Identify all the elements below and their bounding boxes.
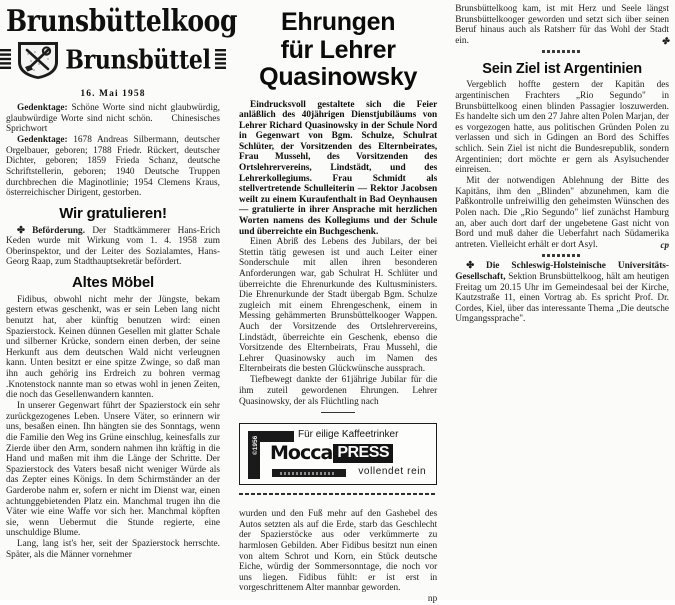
ad-copyright-vertical: ©1956 xyxy=(252,435,259,456)
ad-brand-mocca: Mocca xyxy=(270,442,333,465)
dotted-divider-2 xyxy=(542,254,582,257)
section-divider xyxy=(321,412,355,413)
memorial-days-paragraph xyxy=(6,135,220,199)
masthead-title-line2: Brunsbüttel xyxy=(65,44,211,76)
feature-signature: np xyxy=(427,594,438,605)
argentina-paragraph-2 xyxy=(455,176,669,250)
feature-paragraph-3: Lang, lang ist's her, seit der Spazierstock herrschte. Später, als die Männer vornehmer xyxy=(6,539,220,561)
argentina-headline: Sein Ziel ist Argentinien xyxy=(482,61,642,78)
ad-tagline: Für eilige Kaffeetrinker xyxy=(298,429,399,441)
main-article-paragraph-1: Einen Abriß des Lebens des Jubilars, der bei Stettin tätig gewesen ist und auch Leiter einer Sonderschule mit allen ihren besonderen Anforderungen war, gab Schulrat H. Schlüter und überreichte die Ehrenurkunde des Kultusministers. Die Ehrenurkunde der Stadt übergab Bgm. Schulze zugleich mit einem Ehrengeschenk, einem in Messing gehämmerten Brunsbüttelkooger Wappen. Auch der Vorsitzende des Ortslehrervereins, Lindstädt, überreichte ein Geschenk, ebenso die Vorsitzende des Elternbeirats, Frau Mussehl, die Lehrer Quasinowsky auch im Namen des Elternbeirats die besten Glückwünsche aussprach. xyxy=(239,237,438,375)
article-end-mark-icon: ✤ xyxy=(661,35,669,46)
main-headline-line1: Ehrungen xyxy=(280,8,396,36)
argentina-paragraph-1: Vergeblich hoffte gestern der Kapitän des argentinischen Frachters „Rio Segundo" in Brunsbüttelkoog einen blinden Passagier loszuwerden. Es handelte sich um den 27 Jahre alten Polen Marjan, der es vorgezogen hatte, aus politischen Gründen Polen zu verlassen und sich in Gdingen an Bord des Schiffes schlich. Sein Ziel ist nicht die Bundesrepublik, sondern Argentinien; dort möchte er gern als Asylsuchender einreisen. xyxy=(455,80,669,176)
congratulations-paragraph xyxy=(6,226,220,268)
notice-lead: Die Schleswig-Holsteinische Universitäts-Gesellschaft, xyxy=(455,261,670,282)
feature-paragraph-1: Fidibus, obwohl nicht mehr der Jüngste, bekam gestern etwas geschenkt, was er sein Leben lang nicht benutzt hat, aber künftig benutzen wird: einen Spazierstock. Keinen dünnen Gesellen mit glatter Schale und silberner Krücke, sondern einen derben, der seine Herkunft aus dem deutschen Wald nicht verleugnen kann. Unten besitzt er eine spitze Zwinge, so daß man ihn auch gehörig ins Erdreich zu bohren vermag .Knotenstock nannte man so etwas wohl in jenen Zeiten, die noch das Gesellenwandern kannten. xyxy=(6,294,220,401)
feature-paragraph-2: In unserer Gegenwart führt der Spazierstock ein sehr zurückgezogenes Leben. Unsere Väter, so erinnern wir uns, besaßen einen. Ihn hängten sie des Sonntags, wenn die Familie den Weg ins Grüne einschlug, keinesfalls zur Zierde über den Arm, sondern nahmen ihn kräftig in die Hand und maßen mit ihm die Länge der Schritte. Der Spazierstock des Vaters besaß nicht weniger Würde als das Zepter eines Königs. In dem Schirmständer an der Garderobe nahm er, sofern er nicht im Dienst war, einen achtunggebietenden Platz ein. Manchmal trugen ihn die Väter wie eine Waffe vor sich her. Manchmal köpften sie, wenn Uebermut die Stunde regierte, eine unschuldige Blume. xyxy=(6,401,220,539)
main-article-continued xyxy=(455,4,669,46)
main-article-lead-block xyxy=(239,100,437,238)
left-column xyxy=(6,3,238,600)
hatch-ornament-right-icon xyxy=(215,49,226,71)
feature-continued-text: wurden und den Fuß mehr auf den Gashebel des Autos setzten als auf die Erde, starb das Geschlecht der Spazierstöcke aus oder verkümmerte zu harmlosen Gebilden. Aber Fidibus besitzt nun einen von altem Schrot und Korn, ein Stück deutsche Eiche, würdig der Sommersonntage, die noch vor uns liegen. Fidibus fühlt: er ist erst in vorgeschrittenem Alter mannbar geworden. xyxy=(239,509,438,594)
notice-text: Sektion Brunsbüttelkoog, hält am heutigen Freitag um 20.15 Uhr im Gemeindesaal bei der Kirche, Kautzstraße 11, einen Vortrag ab. Es spricht Prof. Dr. Cordes, Kiel, über das interessante Thema „Die deutsche Umgangssprache". xyxy=(455,271,669,325)
main-article-lead: Eindrucksvoll gestaltete sich die Feier anläßlich des 40jährigen Dienstjubiläums von Lehrer Richard Quasinowsky in der Schule Nord in Gegenwart von Bgm. Schulze, Schulrat Schlüter, der Vorsitzenden des Elternbeirates, Frau Mussehl, des Vorsitzenden des Ortslehrervereins, Lindstädt, und des Lehrerkollegiums. Frau Schmidt als stellvertretende Schulleiterin — Rektor Jacobsen weilt zu einem Kuraufenthalt in Bad Oeynhausen — gratulierte in ihrer Ansprache mit herzlichen Worten namens des Kollegiums und der Schule und überreichte ein Buchgeschenk. xyxy=(239,99,438,237)
argentina-paragraph-2-text: Mit der notwendigen Ablehnung der Bitte des Kapitäns, ihm den „Blinden" abzunehmen, kam die Paßkontrolle unfreiwillig den geheimsten Wünschen des Polen nach. Die „Rio Segundo" lief zunächst Hamburg an, aber auch dort darf der ungebetene Gast nicht von Bord und muß daher die Ueberfahrt nach Südamerika antreten. Vielleicht erhält er dort Asyl. xyxy=(455,176,669,250)
congratulations-text: Der Stadtkämmerer Hans-Erich Keden wurde mit Wirkung vom 1. 4. 1958 zum Oberinspektor, und der Leiter des Sozialamtes, Hans-Georg Raap, zum Stadthauptsekretär befördert. xyxy=(6,225,220,268)
memorial-days-label: Gedenktage: xyxy=(17,135,68,146)
publication-date: 16. Mai 1958 xyxy=(80,89,146,99)
ad-slogan: vollendet rein xyxy=(358,466,427,478)
advertisement-mocca-press[interactable] xyxy=(239,423,437,485)
ad-brand-logo xyxy=(270,444,393,463)
argentina-end-mark-icon: cp xyxy=(660,239,669,250)
masthead xyxy=(6,3,238,99)
masthead-second-row xyxy=(6,40,220,80)
main-headline-line2: für Lehrer Quasinowsky xyxy=(259,35,418,91)
memorial-quote-label: Gedenktage: xyxy=(17,103,68,113)
feature-heading: Altes Möbel xyxy=(72,274,154,292)
main-article-paragraph-2: Tiefbewegt dankte der 61jährige Jubilar für die ihm zuteil gewordenen Ehrungen. Lehrer Quasinowsky, der als Flüchtling nach xyxy=(239,375,438,407)
notice-bullet-icon: ✤ xyxy=(466,261,475,272)
main-headline xyxy=(239,9,437,92)
notice-paragraph xyxy=(455,261,669,325)
article-divider xyxy=(239,493,437,495)
right-column xyxy=(446,4,669,600)
memorial-days-text: 1678 Andreas Silbermann, deutscher Orgelbauer, geboren; 1788 Friedr. Rückert, deutscher Dichter, geboren; 1859 Frieda Schanz, deutsche Schriftstellerin, geboren; 1940 Deutsche Truppen durchbrechen die Maginotlinie; 1954 Clemens Kraus, österreichischer Dirigent, gestorben. xyxy=(6,135,220,199)
congratulations-lead: Beförderung. xyxy=(32,225,86,236)
masthead-title-line1: Brunsbüttelkoog xyxy=(6,3,238,38)
memorial-quote-attribution: Chinesisches Sprichwort xyxy=(6,113,220,135)
bullet-icon: ✤ xyxy=(17,225,25,236)
ad-decorative-bar xyxy=(272,469,346,477)
memorial-quote-text: Schöne Worte sind nicht glaubwürdig, glaubwürdige Worte sind nicht schön. xyxy=(6,103,220,124)
ad-brand-press: PRESS xyxy=(333,444,393,463)
memorial-quote-paragraph xyxy=(6,103,220,135)
middle-column xyxy=(230,4,446,605)
main-article-continued-text: Brunsbüttelkoog kam, ist mit Herz und Seele längst Brunsbüttelkooger geworden und setzt sich über seinen Beruf hinaus auch als Ratsherr für das Wohl der Stadt ein. xyxy=(455,4,669,46)
dotted-divider xyxy=(542,50,582,53)
congratulations-heading: Wir gratulieren! xyxy=(59,204,167,222)
coat-of-arms-icon xyxy=(15,40,61,80)
hatch-ornament-left-icon xyxy=(0,49,11,71)
